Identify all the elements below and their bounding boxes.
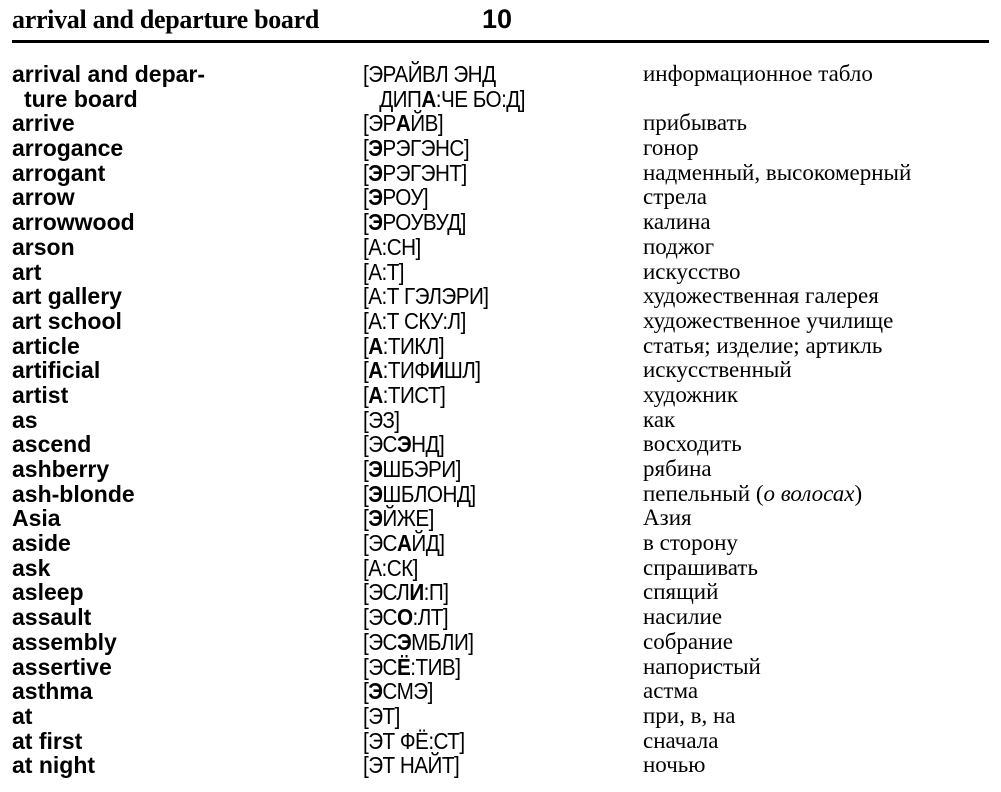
translation-segment: информационное табло [643,61,873,86]
pronunciation-segment: [А:Т] [363,258,405,285]
headword-continuation: ture board [24,85,138,112]
translation-segment: насилие [643,604,723,630]
translation [643,556,758,581]
translation-segment: художественное училище [643,307,894,333]
pronunciation-segment: :ТИВ] [410,653,461,680]
pronunciation [363,531,444,556]
pronunciation-line [363,729,465,754]
pronunciation-segment: [ЭС [363,530,397,557]
translation [643,580,718,605]
headword-text: ascend [12,431,92,458]
pronunciation-segment: И [409,579,424,606]
translation-segment: в сторону [643,530,738,556]
headword [12,260,41,285]
pronunciation [363,161,467,186]
translation-segment: восходить [643,431,742,457]
headword-text: at first [12,727,83,754]
pronunciation-segment: [ЭТ НАЙТ] [363,752,460,779]
headword [12,580,84,605]
pronunciation-line [363,679,433,704]
translation [643,753,705,778]
translation-segment: надменный, высокомерный [643,159,912,185]
pronunciation [363,284,489,309]
translation-segment: поджог [643,233,715,259]
translation [643,185,707,210]
pronunciation-segment: [ [363,505,369,532]
dictionary-entry [0,408,1001,433]
pronunciation-segment: Э [368,184,383,211]
translation-segment: собрание [643,628,733,654]
dictionary-entry [0,62,1001,111]
translation [643,630,733,655]
pronunciation-line [363,704,400,729]
translation [643,655,761,680]
headword [12,309,122,334]
translation-segment: как [643,406,676,432]
pronunciation [363,457,461,482]
pronunciation-line [363,87,525,112]
pronunciation-segment: [ [363,456,369,483]
pronunciation-segment: :ТИКЛ] [382,332,445,359]
translation-segment: искусство [643,258,741,284]
headword [12,62,205,111]
headword-text: art [12,258,42,285]
translation [643,729,718,754]
translation [643,111,747,136]
translation [643,531,738,556]
pronunciation [363,235,421,260]
headword [12,432,91,457]
pronunciation-segment: [ [363,135,369,162]
pronunciation-segment: Э [368,135,383,162]
pronunciation-line [363,580,448,605]
pronunciation-segment: [ [363,678,369,705]
headword-text: assembly [12,628,117,655]
headword-text: arrow [12,184,75,211]
pronunciation-segment: РОУВУД] [382,209,466,236]
translation [643,284,879,309]
page-number: 10 [482,4,513,34]
dictionary-entry [0,161,1001,186]
pronunciation [363,655,460,680]
pronunciation [363,630,474,655]
pronunciation-segment: [А:СН] [363,233,421,260]
translation [643,334,882,359]
dictionary-entry [0,655,1001,680]
pronunciation-segment: [А:СК] [363,554,418,581]
headword [12,408,38,433]
pronunciation-line [363,531,444,556]
pronunciation-segment: Э [368,456,383,483]
pronunciation-segment: А [395,110,411,137]
pronunciation-line [363,605,448,630]
pronunciation-line [363,235,421,260]
dictionary-entry [0,630,1001,655]
pronunciation-segment: РЭГЭНТ] [382,159,467,186]
pronunciation-segment: Э [396,628,412,655]
translation-segment: напористый [643,653,761,679]
headword-text: ash-blonde [12,480,135,507]
pronunciation-segment: [ЭС [363,604,397,631]
headword-text: artist [12,381,69,408]
pronunciation-segment: [ЭТ ФЁ:СТ] [363,727,465,754]
pronunciation-segment: Э [368,209,383,236]
pronunciation-line [363,457,461,482]
pronunciation [363,580,448,605]
translation-segment: гонор [643,135,699,161]
pronunciation-segment: МБЛИ] [411,628,474,655]
pronunciation [363,334,444,359]
header-rule [12,40,989,43]
translation [643,383,738,408]
dictionary-entry [0,457,1001,482]
pronunciation-segment: [ЭСЛ [363,579,410,606]
dictionary-entry [0,679,1001,704]
translation-segment: спящий [643,579,719,605]
pronunciation [363,704,400,729]
pronunciation-line [363,482,476,507]
pronunciation [363,358,481,383]
dictionary-entries [0,62,1001,778]
headword [12,704,32,729]
pronunciation-segment: ЙД] [411,530,445,557]
page-header [0,0,1001,44]
pronunciation-segment: [ЭС [363,653,397,680]
headword-text: aside [12,530,71,557]
dictionary-entry [0,432,1001,457]
pronunciation [363,729,465,754]
dictionary-entry [0,531,1001,556]
pronunciation-segment: [ [363,480,369,507]
translation [643,358,792,383]
pronunciation-line [363,309,466,334]
translation-segment: художественная галерея [643,283,879,309]
dictionary-entry [0,185,1001,210]
translation [643,161,911,186]
translation-segment: искусственный [643,357,792,383]
pronunciation-segment: ЙВ] [410,110,444,137]
headword [12,111,75,136]
translation [643,506,692,531]
pronunciation-line [363,260,404,285]
pronunciation [363,482,476,507]
dictionary-entry [0,556,1001,581]
pronunciation-line [363,506,434,531]
headword-text: assault [12,604,92,631]
dictionary-entry [0,729,1001,754]
dictionary-entry [0,605,1001,630]
translation [643,235,714,260]
headword-text: ashberry [12,456,110,483]
headword [12,457,109,482]
translation-segment: астма [643,678,699,704]
pronunciation-segment: [ЭР [363,110,396,137]
headword-text: artificial [12,357,101,384]
pronunciation [363,679,433,704]
headword-text: as [12,406,38,433]
translation [643,260,741,285]
pronunciation-segment: [ЭС [363,628,397,655]
translation-segment: при, в, на [643,702,736,728]
dictionary-entry [0,506,1001,531]
translation [643,210,711,235]
pronunciation-segment: [ [363,159,369,186]
pronunciation-segment: [ [363,381,369,408]
pronunciation-segment: А [368,357,383,384]
headword [12,679,93,704]
pronunciation-segment: [ЭЗ] [363,406,400,433]
pronunciation [363,136,469,161]
headword [12,334,80,359]
translation-segment: прибывать [643,110,747,136]
running-head: arrival and departure board [12,5,320,34]
pronunciation-segment: [ЭРАЙВЛ ЭНД [363,61,496,87]
pronunciation [363,62,525,111]
pronunciation [363,210,466,235]
pronunciation-segment: Э [368,159,383,186]
pronunciation [363,383,445,408]
headword [12,531,71,556]
pronunciation-segment: :ЧЕ БО:Д] [435,85,525,112]
pronunciation-segment: А [396,530,412,557]
headword [12,729,82,754]
pronunciation-line [363,358,481,383]
pronunciation [363,605,448,630]
pronunciation [363,260,404,285]
headword-text: arrival and depar- [12,61,206,87]
headword [12,284,122,309]
translation [643,482,862,507]
pronunciation-line [363,62,525,87]
pronunciation [363,753,459,778]
pronunciation-segment: ШБЭРИ] [382,456,461,483]
pronunciation-line [363,210,466,235]
translation [643,408,675,433]
translation-segment: спрашивать [643,554,758,580]
translation-segment: сначала [643,727,719,753]
pronunciation-line [363,334,444,359]
headword [12,210,135,235]
pronunciation-segment: О [396,604,413,631]
pronunciation-line [363,111,443,136]
pronunciation-segment: [ [363,357,369,384]
translation-segment: пепельный ( [643,480,764,506]
headword [12,358,100,383]
translation [643,432,742,457]
headword-text: art gallery [12,283,122,310]
headword [12,753,95,778]
pronunciation-line [363,556,418,581]
dictionary-entry [0,235,1001,260]
dictionary-entry [0,111,1001,136]
pronunciation [363,185,428,210]
pronunciation-segment: Ё [396,653,411,680]
dictionary-entry [0,482,1001,507]
headword [12,630,117,655]
headword [12,185,75,210]
pronunciation-segment: ДИП [379,85,422,112]
translation [643,136,699,161]
pronunciation-line [363,383,445,408]
pronunciation-line [363,284,489,309]
translation-segment: стрела [643,184,707,210]
pronunciation-line [363,630,474,655]
headword [12,605,91,630]
dictionary-entry [0,334,1001,359]
pronunciation-segment: А [421,85,436,112]
headword [12,383,68,408]
pronunciation [363,556,418,581]
pronunciation-line [363,408,399,433]
dictionary-entry [0,210,1001,235]
translation-segment: рябина [643,456,712,482]
headword [12,235,75,260]
pronunciation-line [363,161,467,186]
pronunciation [363,309,466,334]
pronunciation-segment: [ЭС [363,431,397,458]
pronunciation [363,111,443,136]
pronunciation-segment: ШБЛОНД] [382,480,476,507]
translation-segment: калина [643,209,711,235]
dictionary-entry [0,284,1001,309]
translation [643,457,712,482]
pronunciation-segment: ЙЖЕ] [382,505,434,532]
headword-text: assertive [12,653,112,680]
dictionary-entry [0,260,1001,285]
headword-text: at night [12,752,96,779]
translation-segment: ) [854,480,863,506]
pronunciation-segment: РОУ] [382,184,429,211]
pronunciation-segment: Э [368,480,383,507]
headword [12,556,50,581]
pronunciation-line [363,655,460,680]
dictionary-entry [0,580,1001,605]
headword-text: arrive [12,110,75,137]
pronunciation [363,506,434,531]
translation [643,679,698,704]
pronunciation-segment: [А:Т СКУ:Л] [363,307,466,334]
headword-text: article [12,332,80,359]
pronunciation-segment: :П] [423,579,449,606]
headword-text: asthma [12,678,93,705]
pronunciation-segment: Э [368,505,383,532]
translation [643,62,873,87]
headword-text: arrogant [12,159,106,186]
pronunciation-segment: А [368,381,383,408]
translation [643,605,722,630]
pronunciation-segment: Э [368,678,383,705]
translation [643,704,736,729]
pronunciation-segment: [А:Т ГЭЛЭРИ] [363,283,489,310]
pronunciation-line [363,136,469,161]
headword [12,655,112,680]
translation-segment: художник [643,381,738,407]
headword-text: ask [12,554,51,581]
pronunciation-segment: Э [396,431,412,458]
pronunciation-segment: [ [363,209,369,236]
pronunciation [363,432,444,457]
dictionary-entry [0,136,1001,161]
headword-text: Asia [12,505,61,532]
pronunciation-segment: НД] [411,431,445,458]
headword [12,161,105,186]
headword-text: art school [12,307,122,334]
dictionary-entry [0,383,1001,408]
pronunciation-segment: А [368,332,383,359]
pronunciation-segment: [ [363,332,369,359]
pronunciation-segment: [ЭТ] [363,702,400,729]
pronunciation-segment: И [429,357,444,384]
pronunciation-segment: :ЛТ] [412,604,449,631]
pronunciation-segment: [ [363,184,369,211]
headword-text: at [12,702,33,729]
translation [643,309,893,334]
translation-segment: статья; изделие; артикль [643,332,883,358]
headword [12,506,61,531]
pronunciation-segment: ШЛ] [443,357,481,384]
pronunciation-line [363,432,444,457]
pronunciation-segment: :ТИСТ] [382,381,446,408]
headword-text: asleep [12,579,84,606]
dictionary-entry [0,704,1001,729]
pronunciation-line [363,185,428,210]
headword-text: arrowwood [12,209,135,236]
dictionary-entry [0,358,1001,383]
translation-segment: Азия [643,505,692,531]
translation-segment: о волосах [763,480,855,506]
headword [12,482,135,507]
pronunciation-segment: СМЭ] [382,678,433,705]
pronunciation-segment: :ТИФ [382,357,430,384]
pronunciation [363,408,399,433]
dictionary-entry [0,753,1001,778]
headword-text: arson [12,233,75,260]
headword [12,136,123,161]
pronunciation-line [363,753,459,778]
pronunciation-segment: РЭГЭНС] [382,135,470,162]
dictionary-entry [0,309,1001,334]
translation-segment: ночью [643,752,706,778]
headword-text: arrogance [12,135,124,162]
